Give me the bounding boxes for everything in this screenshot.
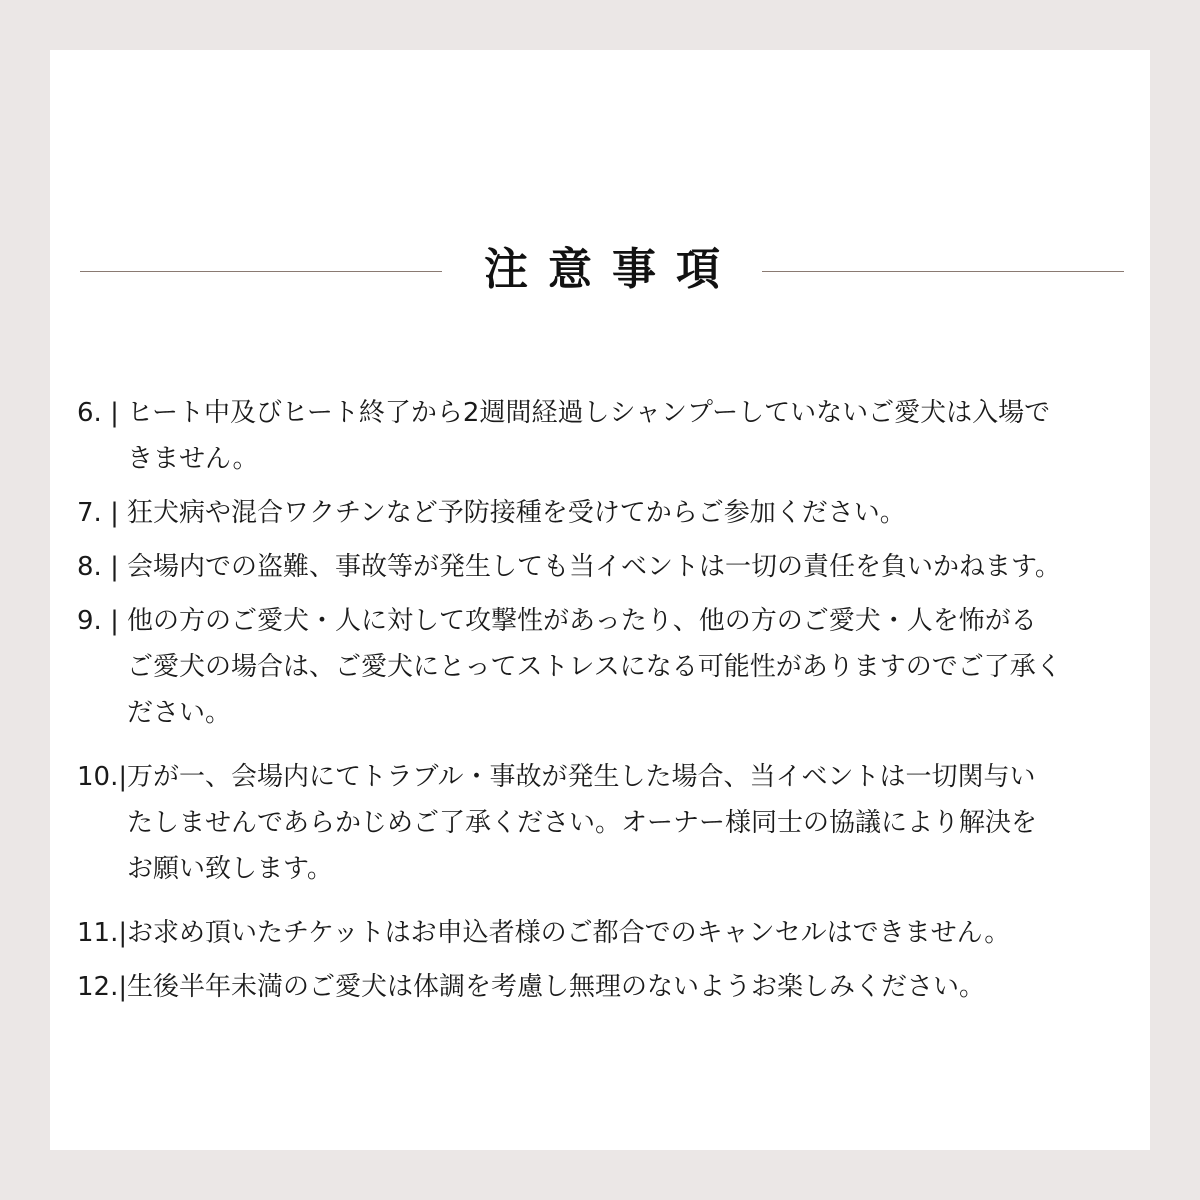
note-number: 9. | bbox=[77, 606, 119, 636]
note-text-line: 生後半年未満のご愛犬は体調を考慮し無理のないようお楽しみください。 bbox=[127, 972, 986, 1002]
note-number: 8. | bbox=[77, 552, 119, 582]
note-text-line: ださい。 bbox=[127, 698, 232, 728]
title-divider-right bbox=[762, 271, 1124, 272]
note-text-line: たしませんであらかじめご了承ください。オーナー様同士の協議により解決を bbox=[127, 808, 1038, 838]
note-text-line: 狂犬病や混合ワクチンなど予防接種を受けてからご参加ください。 bbox=[127, 498, 906, 528]
note-item-10 bbox=[77, 754, 1137, 892]
note-text-line: 万が一、会場内にてトラブル・事故が発生した場合、当イベントは一切関与い bbox=[127, 762, 1036, 792]
title-row bbox=[50, 230, 1150, 310]
note-number: 10.| bbox=[77, 762, 128, 792]
note-item-9 bbox=[77, 598, 1137, 736]
note-item-6 bbox=[77, 390, 1137, 482]
notes-list bbox=[77, 390, 1137, 1018]
title-divider-left bbox=[80, 271, 442, 272]
note-text-line: ご愛犬の場合は、ご愛犬にとってストレスになる可能性がありますのでご了承く bbox=[127, 652, 1062, 682]
note-number: 12.| bbox=[77, 972, 128, 1002]
note-number: 7. | bbox=[77, 498, 119, 528]
note-item-8 bbox=[77, 544, 1137, 590]
note-text-line: きません。 bbox=[127, 444, 259, 474]
note-text-line: お願い致します。 bbox=[127, 854, 333, 884]
note-item-7 bbox=[77, 490, 1137, 536]
note-text-line: お求め頂いたチケットはお申込者様のご都合でのキャンセルはできません。 bbox=[127, 918, 1011, 948]
notice-card bbox=[50, 50, 1150, 1150]
note-text-line: 会場内での盗難、事故等が発生しても当イベントは一切の責任を負いかねます。 bbox=[127, 552, 1061, 582]
note-number: 6. | bbox=[77, 398, 119, 428]
note-text-line: 他の方のご愛犬・人に対して攻撃性があったり、他の方のご愛犬・人を怖がる bbox=[127, 606, 1037, 636]
page-title: 注意事項 bbox=[484, 244, 740, 295]
note-text-line: ヒート中及びヒート終了から2週間経過しシャンプーしていないご愛犬は入場で bbox=[127, 398, 1051, 428]
note-number: 11.| bbox=[77, 918, 128, 948]
note-item-11 bbox=[77, 910, 1137, 956]
note-item-12 bbox=[77, 964, 1137, 1010]
